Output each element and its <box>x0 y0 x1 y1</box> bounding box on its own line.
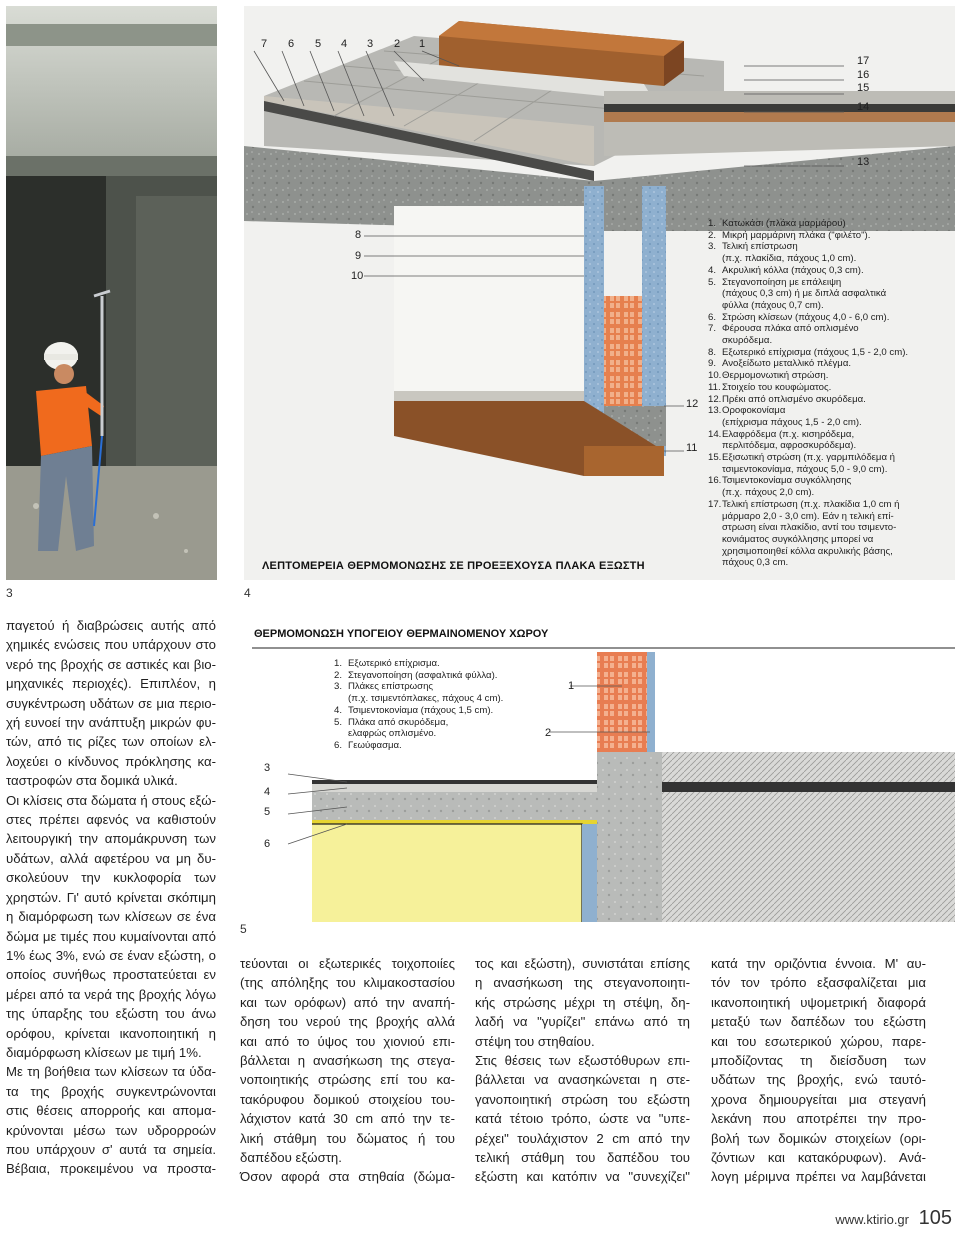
text-line: τεύονται οι εξωτερικές τοιχοποιίες <box>240 956 455 971</box>
text-line: χημικές ενώσεις που υπάρχουν στο <box>6 637 216 653</box>
text-line: κής στρώσης μέχρι τη στέψη, δη- <box>475 994 690 1010</box>
figure-3-number: 3 <box>6 586 13 600</box>
legend-number <box>708 300 722 312</box>
fig4-label-3: 3 <box>367 38 374 50</box>
legend-item <box>708 475 952 487</box>
legend-item <box>708 218 952 230</box>
legend-item <box>708 534 952 546</box>
fig4-label-7: 7 <box>261 38 268 50</box>
legend-number <box>708 557 722 569</box>
text-line: της ύπαρξης του εξώστη του άνω <box>6 1006 216 1022</box>
text-line: Στις θέσεις των εξωστόθυρων επι- <box>475 1053 690 1069</box>
text-column-3 <box>475 954 690 1187</box>
legend-text: (επίχρισμα πάχους 1,5 - 2,0 cm). <box>722 416 862 428</box>
legend-text: κονιάματος συγκόλλησης μπορεί να <box>722 533 874 545</box>
legend-number <box>708 534 722 546</box>
legend-text: χρησιμοποιηθεί κόλλα ακρυλικής βάσης, <box>722 545 893 557</box>
legend-item <box>708 452 952 464</box>
text-line: Με τη βοήθεια των κλίσεων τα ύδα- <box>6 1064 216 1080</box>
text-line: οποίος συνήθως προστατεύεται εν <box>6 967 216 983</box>
text-line: γανοποιητική στρώση του εξώστη <box>475 1091 690 1107</box>
figure-4-legend <box>708 218 952 569</box>
legend-item <box>334 705 564 717</box>
text-line: ορόφου, κρίνεται ικανοποιητική η <box>6 1025 216 1041</box>
legend-number: 9. <box>708 358 717 370</box>
legend-item <box>708 382 952 394</box>
legend-number: 4. <box>708 264 717 276</box>
legend-number: 1. <box>708 218 717 229</box>
legend-text: Στεγανοποίηση (ασφαλτικά φύλλα). <box>348 669 498 681</box>
legend-item <box>708 557 952 569</box>
fig4-label-5: 5 <box>315 38 322 50</box>
text-line: λοχεύει ο κίνδυνος πρόκλησης κα- <box>6 753 216 769</box>
legend-item <box>334 728 564 740</box>
text-line: δώμα με τιμές που κυμαίνονται από <box>6 928 216 944</box>
text-line: ρέχει" τουλάχιστον 2 cm από την <box>475 1130 690 1146</box>
text-line: μεταξύ των δαπέδων του εξώστη <box>711 1014 926 1030</box>
text-line: χρονα δημιουργείται μια στεγανή <box>711 1091 926 1107</box>
legend-item <box>708 323 952 335</box>
legend-text: Εξωτερικό επίχρισμα (πάχους 1,5 - 2,0 cm). <box>722 346 909 358</box>
fig4-label-2: 2 <box>394 38 401 50</box>
legend-item <box>708 522 952 534</box>
legend-item <box>708 499 952 511</box>
text-line: δαπέδου εξώστη. <box>240 1150 342 1166</box>
figure-4-caption: ΛΕΠΤΟΜΕΡΕΙΑ ΘΕΡΜΟΜΟΝΩΣΗΣ ΣΕ ΠΡΟΕΞΕΧΟΥΣΑ ΠΛΑΚΑ ΕΞΩΣΤΗ <box>262 560 645 572</box>
legend-text: Πλάκα από σκυρόδεμα, <box>348 716 449 728</box>
legend-item <box>708 440 952 452</box>
legend-text: Οροφοκονίαμα <box>722 405 786 417</box>
text-line: κατά την οριζόντια έννοια. Μ' αυ- <box>711 956 926 971</box>
legend-item <box>708 347 952 359</box>
fig5-label-5: 5 <box>264 806 271 818</box>
legend-number <box>708 511 722 523</box>
legend-text: Στοιχείο του κουφώματος. <box>722 381 832 393</box>
text-line: βάλλεται η ανασήκωση της στεγα- <box>240 1053 455 1069</box>
legend-item <box>708 370 952 382</box>
fig5-label-4: 4 <box>264 786 271 798</box>
legend-number <box>334 693 348 705</box>
legend-text: ελαφρώς οπλισμένο. <box>348 728 437 740</box>
legend-item <box>334 670 564 682</box>
fig4-label-1: 1 <box>419 38 426 50</box>
text-line: λαδή να "γυρίζει" επάνω από τη <box>475 1014 690 1030</box>
figure-5-legend <box>334 658 564 752</box>
legend-item <box>708 265 952 277</box>
legend-number: 2. <box>334 669 343 681</box>
legend-text: φύλλα (πάχους 0,7 cm). <box>722 299 824 311</box>
page-number: 105 <box>918 1207 952 1229</box>
legend-number: 3. <box>334 681 343 693</box>
legend-item <box>708 429 952 441</box>
legend-item <box>334 658 564 670</box>
text-line: δηση του νερού της βροχής αλλά <box>240 1014 455 1030</box>
text-line: ζόντιων και κατακόρυφων). Ανά- <box>711 1150 926 1166</box>
fig4-label-16: 16 <box>857 69 870 81</box>
legend-number: 6. <box>708 311 717 323</box>
legend-number: 8. <box>708 346 717 358</box>
text-line: στέψη του στηθαίου. <box>475 1033 595 1049</box>
worker-photo-illustration <box>6 6 217 580</box>
text-line: νερό της βροχής σε αστικές και βιο- <box>6 656 216 672</box>
text-line: μηχανικές περιοχές). Επιπλέον, η <box>6 676 216 692</box>
text-column-2 <box>240 954 455 1187</box>
text-line: κατά τέτοιο τρόπο, ώστε να "υπε- <box>475 1111 690 1127</box>
legend-number: 6. <box>334 739 343 751</box>
legend-number: 16. <box>708 475 722 487</box>
figure-5-title: ΘΕΡΜΟΜΟΝΩΣΗ ΥΠΟΓΕΙΟΥ ΘΕΡΜΑΙΝΟΜΕΝΟΥ ΧΩΡΟΥ <box>254 628 549 640</box>
legend-text: στρωση είναι πλακίδιο, αντί του τσιμεντο- <box>722 522 897 534</box>
legend-item <box>708 300 952 312</box>
text-line: Βέβαια, προκειμένου να προστα- <box>6 1161 216 1177</box>
text-line: υδάτων της βροχής, ενώ ταυτό- <box>711 1072 926 1088</box>
legend-number <box>708 253 722 265</box>
legend-text: Ελαφρόδεμα (π.χ. κισηρόδεμα, <box>722 428 855 440</box>
legend-number: 14. <box>708 428 722 440</box>
text-line: κρύνονται μέσω των υδρορροών <box>6 1122 216 1138</box>
legend-text: Στρώση κλίσεων (πάχους 4,0 - 6,0 cm). <box>722 311 890 323</box>
fig4-label-9: 9 <box>355 250 362 262</box>
legend-text: Εξωτερικό επίχρισμα. <box>348 658 440 669</box>
text-line: Οι κλίσεις στα δώματα ή στους εξώ- <box>6 792 216 808</box>
text-line: λογη μέριμνα πρέπει να λαμβάνεται <box>711 1169 926 1185</box>
legend-text: (π.χ. πλακίδια, πάχους 1,0 cm). <box>722 253 857 265</box>
fig5-label-6: 6 <box>264 838 271 850</box>
text-line: μέρει από τα νερά της βροχής λόγω <box>6 986 216 1002</box>
legend-text: τσιμεντοκονίαμα, πάχους 5,0 - 9,0 cm). <box>722 463 888 475</box>
legend-text: Γεωύφασμα. <box>348 739 402 751</box>
page-footer <box>835 1207 952 1230</box>
legend-item <box>708 394 952 406</box>
legend-text: Στεγανοποίηση με επάλειψη <box>722 276 842 288</box>
legend-text: Θερμομονωτική στρώση. <box>722 370 829 382</box>
legend-item <box>708 546 952 558</box>
legend-number: 7. <box>708 323 717 335</box>
fig4-label-17: 17 <box>857 55 870 67</box>
text-line: 1% έως 3%, ενώ σε έναν εξώστη, ο <box>6 947 216 963</box>
legend-text: (πάχους 0,3 cm) ή με διπλά ασφαλτικά <box>722 288 887 300</box>
text-line: η διαμόρφωση των κλίσεων σε ένα <box>6 909 216 925</box>
legend-number: 5. <box>708 276 717 288</box>
legend-number: 2. <box>708 229 717 241</box>
legend-text: Τελική επίστρωση <box>722 241 798 253</box>
text-line: Όσον αφορά στα στηθαία (δώμα- <box>240 1169 455 1185</box>
worker-photo <box>6 6 217 580</box>
text-line: στις θέσεις απορροής και απομα- <box>6 1103 216 1119</box>
text-line: στες πρέπει αφενός να καθιστούν <box>6 812 216 828</box>
text-line: λειτουργική την απομάκρυνση των <box>6 831 216 847</box>
legend-item <box>708 405 952 417</box>
legend-text: Τσιμεντοκονίαμα συγκόλλησης <box>722 475 852 487</box>
text-line: σκολεύουν την κυκλοφορία των <box>6 870 216 886</box>
text-line: παγετού ή διαβρώσεις αυτής από <box>6 618 216 633</box>
legend-text: Κατωκάσι (πλάκα μαρμάρου) <box>722 218 846 229</box>
legend-number: 3. <box>708 241 717 253</box>
text-line: λεκάνη που αποτρέπει την προ- <box>711 1111 926 1127</box>
legend-number: 17. <box>708 498 722 510</box>
legend-number <box>708 417 722 429</box>
legend-item <box>708 241 952 253</box>
text-line: μποδίζοντας τη διείσδυση των <box>711 1053 926 1069</box>
legend-text: (π.χ. πάχους 2,0 cm). <box>722 487 815 499</box>
legend-item <box>708 417 952 429</box>
legend-number <box>708 522 722 534</box>
legend-text: περλιτόδεμα, αφροσκυρόδεμα). <box>722 440 857 452</box>
text-line: που υπάρχουν σ' αυτά τα σημεία. <box>6 1141 216 1157</box>
text-line: ικανοποιητική υψομετρική διαφορά <box>711 994 926 1010</box>
text-line: διαμόρφωση κλίσεων με τιμή 1%. <box>6 1044 202 1060</box>
text-line: τελική στάθμη του δαπέδου του <box>475 1150 690 1166</box>
fig5-label-3: 3 <box>264 762 271 774</box>
legend-text: Φέρουσα πλάκα από οπλισμένο <box>722 323 859 335</box>
legend-text: πάχους 0,3 cm. <box>722 557 789 569</box>
text-line: συγκέντρωση υδάτων σε μια περιο- <box>6 695 216 711</box>
legend-item <box>708 335 952 347</box>
text-line: υδάτων, αλλά αφετέρου να μη δυ- <box>6 850 216 866</box>
legend-item <box>708 464 952 476</box>
text-line: λική στάθμη του δώματος ή του <box>240 1130 455 1146</box>
fig4-label-10: 10 <box>351 270 364 282</box>
legend-number: 10. <box>708 370 722 382</box>
legend-text: Πλάκες επίστρωσης <box>348 681 434 693</box>
legend-item <box>708 358 952 370</box>
legend-text: μάρμαρο 2,0 - 3,0 cm). Εάν η τελική επί- <box>722 510 894 522</box>
legend-number: 11. <box>708 381 721 393</box>
text-line: (της απόληξης του κλιμακοστασίου <box>240 975 455 991</box>
fig4-label-11: 11 <box>686 442 698 454</box>
text-line: η ανασήκωση της στεγανοποιητι- <box>475 975 690 991</box>
text-line: τος και εξώστη), συνιστάται επίσης <box>475 956 690 971</box>
text-column-1 <box>6 616 216 1179</box>
text-line: νοποιητικής στρώσης επί του κα- <box>240 1072 455 1088</box>
text-line: και των ορόφων) από την αναπή- <box>240 994 455 1010</box>
legend-number: 1. <box>334 658 343 669</box>
legend-text: Τσιμεντοκονίαμα (πάχους 1,5 cm). <box>348 704 494 716</box>
legend-text: (π.χ. τσιμεντόπλακες, πάχους 4 cm). <box>348 693 504 705</box>
legend-number <box>334 728 348 740</box>
text-line: βάλλεται να ανασηκώνεται η στε- <box>475 1072 690 1088</box>
text-line: τόν τον τρόπο εξασφαλίζεται μια <box>711 975 926 991</box>
legend-text: Ανοξείδωτο μεταλλικό πλέγμα. <box>722 358 852 370</box>
text-line: εξώστη και κατόπιν να "συνεχίζει" <box>475 1169 690 1185</box>
legend-item <box>334 717 564 729</box>
fig4-label-12: 12 <box>686 398 699 410</box>
legend-number <box>708 487 722 499</box>
text-line: και από το ύψος του χιονιού επι- <box>240 1033 455 1049</box>
legend-item <box>708 230 952 242</box>
fig4-label-15: 15 <box>857 82 870 94</box>
legend-number: 13. <box>708 405 722 417</box>
fig4-label-14: 14 <box>857 101 870 113</box>
text-column-4 <box>711 954 926 1187</box>
legend-item <box>708 277 952 289</box>
text-line: λάχιστον κατά 30 cm από την τε- <box>240 1111 455 1127</box>
legend-text: Εξισωτική στρώση (π.χ. γαρμπιλόδεμα ή <box>722 452 896 464</box>
fig4-label-8: 8 <box>355 229 362 241</box>
text-line: βολή των δομικών στοιχείων (ορι- <box>711 1130 926 1146</box>
legend-number <box>708 335 722 347</box>
text-line: τακόρυφου δομικού στοιχείου του- <box>240 1091 455 1107</box>
legend-item <box>708 487 952 499</box>
fig4-label-6: 6 <box>288 38 295 50</box>
legend-item <box>708 253 952 265</box>
legend-item <box>708 511 952 523</box>
text-line: ταστροφών στα δομικά υλικά. <box>6 773 178 789</box>
legend-number: 15. <box>708 452 722 464</box>
legend-number <box>708 440 722 452</box>
fig5-label-2: 2 <box>545 727 552 739</box>
legend-number <box>708 546 722 558</box>
legend-item <box>334 740 564 752</box>
legend-number <box>708 464 722 476</box>
fig4-label-4: 4 <box>341 38 348 50</box>
text-line: χρηστών. Γι' αυτό κρίνεται σκόπιμη <box>6 889 216 905</box>
legend-number: 12. <box>708 393 722 405</box>
text-line: χή ευνοεί την ανάπτυξη μικρών φυ- <box>6 715 216 731</box>
legend-item <box>334 681 564 693</box>
legend-number: 5. <box>334 716 343 728</box>
text-line: τα της βροχής συγκεντρώνονται <box>6 1083 216 1099</box>
fig4-label-13: 13 <box>857 156 870 168</box>
legend-text: σκυρόδεμα. <box>722 335 773 347</box>
legend-number <box>708 288 722 300</box>
legend-text: Ακρυλική κόλλα (πάχους 0,3 cm). <box>722 264 864 276</box>
legend-item <box>708 288 952 300</box>
text-line: και του εσωτερικού χώρου, παρε- <box>711 1033 926 1049</box>
legend-text: Μικρή μαρμάρινη πλάκα ("φιλέτο"). <box>722 229 871 241</box>
fig5-label-1: 1 <box>568 680 575 692</box>
figure-5-number: 5 <box>240 922 247 936</box>
legend-text: Τελική επίστρωση (π.χ. πλακίδια 1,0 cm ή <box>722 498 900 510</box>
legend-number: 4. <box>334 704 343 716</box>
legend-item <box>708 312 952 324</box>
legend-text: Πρέκι από οπλισμένο σκυρόδεμα. <box>722 393 866 405</box>
text-line: τών, από τις ρίζες των οποίων ελ- <box>6 734 216 750</box>
figure-4-number: 4 <box>244 586 251 600</box>
site-url: www.ktirio.gr <box>835 1212 909 1227</box>
legend-item <box>334 693 564 705</box>
